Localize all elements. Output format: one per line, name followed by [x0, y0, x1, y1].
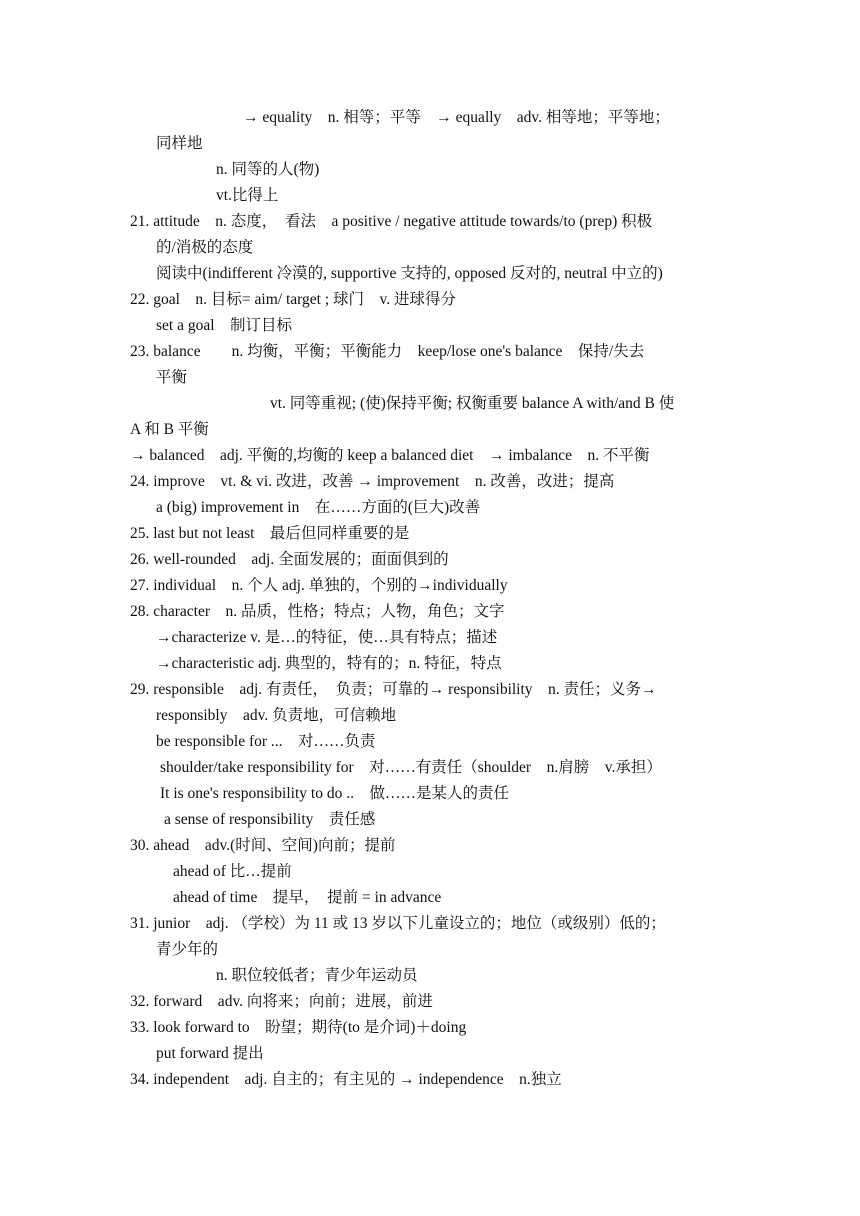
- text-line: a sense of responsibility 责任感: [164, 811, 376, 828]
- entry-31-junior: 31. junior adj. （学校）为 11 或 13 岁以下儿童设立的；地位（或级别）低的；: [130, 915, 666, 932]
- text-line: → balanced adj. 平衡的,均衡的 keep a balanced diet → imbalance n. 不平衡: [130, 447, 650, 464]
- text-line: → equality n. 相等；平等 → equally adv. 相等地；平等地；: [243, 109, 670, 126]
- text-line: put forward 提出: [156, 1045, 264, 1062]
- entry-28-character: 28. character n. 品质，性格；特点；人物，角色；文字: [130, 603, 505, 620]
- text-line: vt.比得上: [216, 187, 279, 204]
- entry-26-well-rounded: 26. well-rounded adj. 全面发展的；面面俱到的: [130, 551, 449, 568]
- text-line: a (big) improvement in 在……方面的(巨大)改善: [156, 499, 481, 516]
- text-line: 青少年的: [156, 941, 219, 958]
- text-line: set a goal 制订目标: [156, 317, 293, 334]
- text-line: 同样地: [156, 135, 203, 152]
- text-line: ahead of 比…提前: [173, 863, 292, 880]
- text-line: ahead of time 提早， 提前 = in advance: [173, 889, 442, 906]
- text-line: It is one's responsibility to do .. 做……是某人的责任: [160, 785, 509, 802]
- text-line: 的/消极的态度: [156, 239, 254, 256]
- text-line: be responsible for ... 对……负责: [156, 733, 376, 750]
- text-line: 平衡: [156, 369, 188, 386]
- entry-21-attitude: 21. attitude n. 态度， 看法 a positive / negative attitude towards/to (prep) 积极: [130, 213, 653, 230]
- text-line: n. 职位较低者；青少年运动员: [216, 967, 418, 984]
- entry-24-improve: 24. improve vt. & vi. 改进，改善 → improvement n. 改善，改进；提高: [130, 473, 615, 490]
- text-line: →characteristic adj. 典型的，特有的；n. 特征，特点: [156, 655, 502, 672]
- entry-22-goal: 22. goal n. 目标= aim/ target ; 球门 v. 进球得分: [130, 291, 457, 308]
- text-line: →characterize v. 是…的特征，使…具有特点；描述: [156, 629, 498, 646]
- text-line: 阅读中(indifferent 冷漠的, supportive 支持的, opposed 反对的, neutral 中立的): [156, 265, 663, 282]
- entry-34-independent: 34. independent adj. 自主的；有主见的 → independence n.独立: [130, 1071, 562, 1088]
- entry-33-look-forward-to: 33. look forward to 盼望；期待(to 是介词)＋doing: [130, 1019, 467, 1036]
- entry-29-responsible: 29. responsible adj. 有责任， 负责；可靠的→ responsibility n. 责任；义务→: [130, 681, 657, 698]
- entry-25-last-but-not-least: 25. last but not least 最后但同样重要的是: [130, 525, 410, 542]
- text-line: n. 同等的人(物): [216, 161, 320, 178]
- text-line: vt. 同等重视; (使)保持平衡; 权衡重要 balance A with/and B 使: [270, 395, 675, 412]
- entry-27-individual: 27. individual n. 个人 adj. 单独的，个别的→individually: [130, 577, 508, 594]
- entry-32-forward: 32. forward adv. 向将来；向前；进展，前进: [130, 993, 433, 1010]
- text-line: A 和 B 平衡: [130, 421, 209, 438]
- entry-23-balance: 23. balance n. 均衡，平衡；平衡能力 keep/lose one's balance 保持/失去: [130, 343, 645, 360]
- text-line: shoulder/take responsibility for 对……有责任（shoulder n.肩膀 v.承担）: [160, 759, 662, 776]
- entry-30-ahead: 30. ahead adv.(时间、空间)向前；提前: [130, 837, 396, 854]
- text-line: responsibly adv. 负责地，可信赖地: [156, 707, 397, 724]
